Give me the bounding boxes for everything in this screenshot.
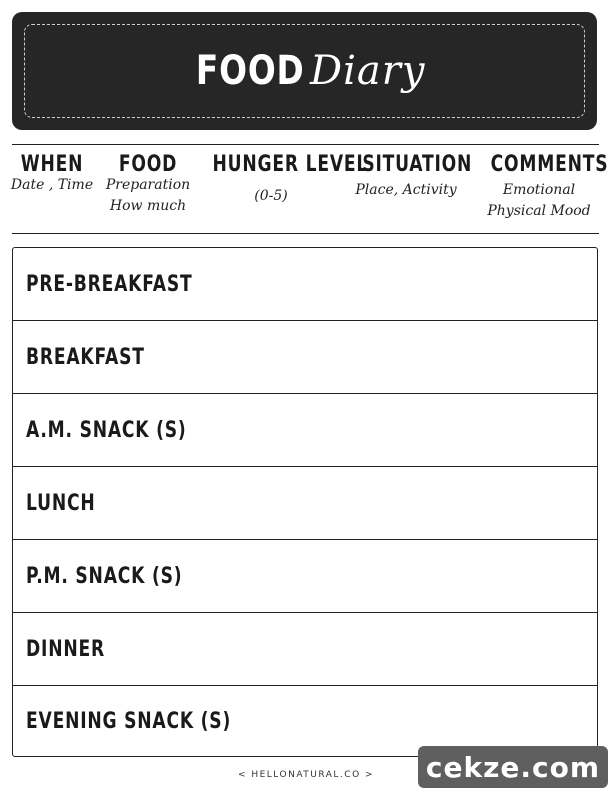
meal-row[interactable] <box>13 613 597 686</box>
title-frame <box>24 24 585 118</box>
title-banner <box>12 12 597 130</box>
column-label: COMMENTS <box>490 152 609 177</box>
meal-label: EVENING SNACK (S) <box>26 708 232 734</box>
meal-row[interactable] <box>13 394 597 467</box>
meal-row[interactable] <box>13 321 597 394</box>
column-subtitle: How much <box>109 198 187 214</box>
column-subtitle: (0-5) <box>254 188 288 204</box>
column-situation <box>350 152 473 201</box>
column-when <box>2 152 102 196</box>
title-food: FOOD <box>195 48 305 94</box>
column-subtitle: Emotional <box>502 182 576 198</box>
footer-credit: < HELLONATURAL.CO > <box>237 770 375 780</box>
column-label: WHEN <box>20 152 84 177</box>
meal-label: BREAKFAST <box>26 344 145 370</box>
column-hunger-level <box>196 152 369 207</box>
meal-label: A.M. SNACK (S) <box>26 417 187 443</box>
column-food <box>98 152 198 217</box>
header-bottom-rule <box>12 233 599 234</box>
watermark-badge <box>418 746 608 788</box>
title-diary: Diary <box>310 48 426 94</box>
column-label: HUNGER LEVEL <box>212 152 369 177</box>
meal-row[interactable] <box>13 467 597 540</box>
meal-table <box>12 247 598 757</box>
meal-label: DINNER <box>26 636 105 662</box>
meal-label: LUNCH <box>26 490 96 516</box>
column-subtitle: Physical Mood <box>487 203 591 219</box>
meal-row[interactable] <box>13 540 597 613</box>
column-label: FOOD <box>118 152 178 177</box>
header-top-rule <box>12 144 599 145</box>
column-subtitle: Date , Time <box>10 177 94 193</box>
watermark-text: cekze.com <box>425 750 601 784</box>
meal-label: PRE-BREAKFAST <box>26 271 193 297</box>
meal-label: P.M. SNACK (S) <box>26 563 183 589</box>
meal-row[interactable] <box>13 248 597 321</box>
column-label: SITUATION <box>362 152 473 177</box>
column-subtitle: Preparation <box>105 177 191 193</box>
column-headers <box>0 148 612 232</box>
column-comments <box>477 152 609 222</box>
column-subtitle: Place, Activity <box>355 182 457 198</box>
